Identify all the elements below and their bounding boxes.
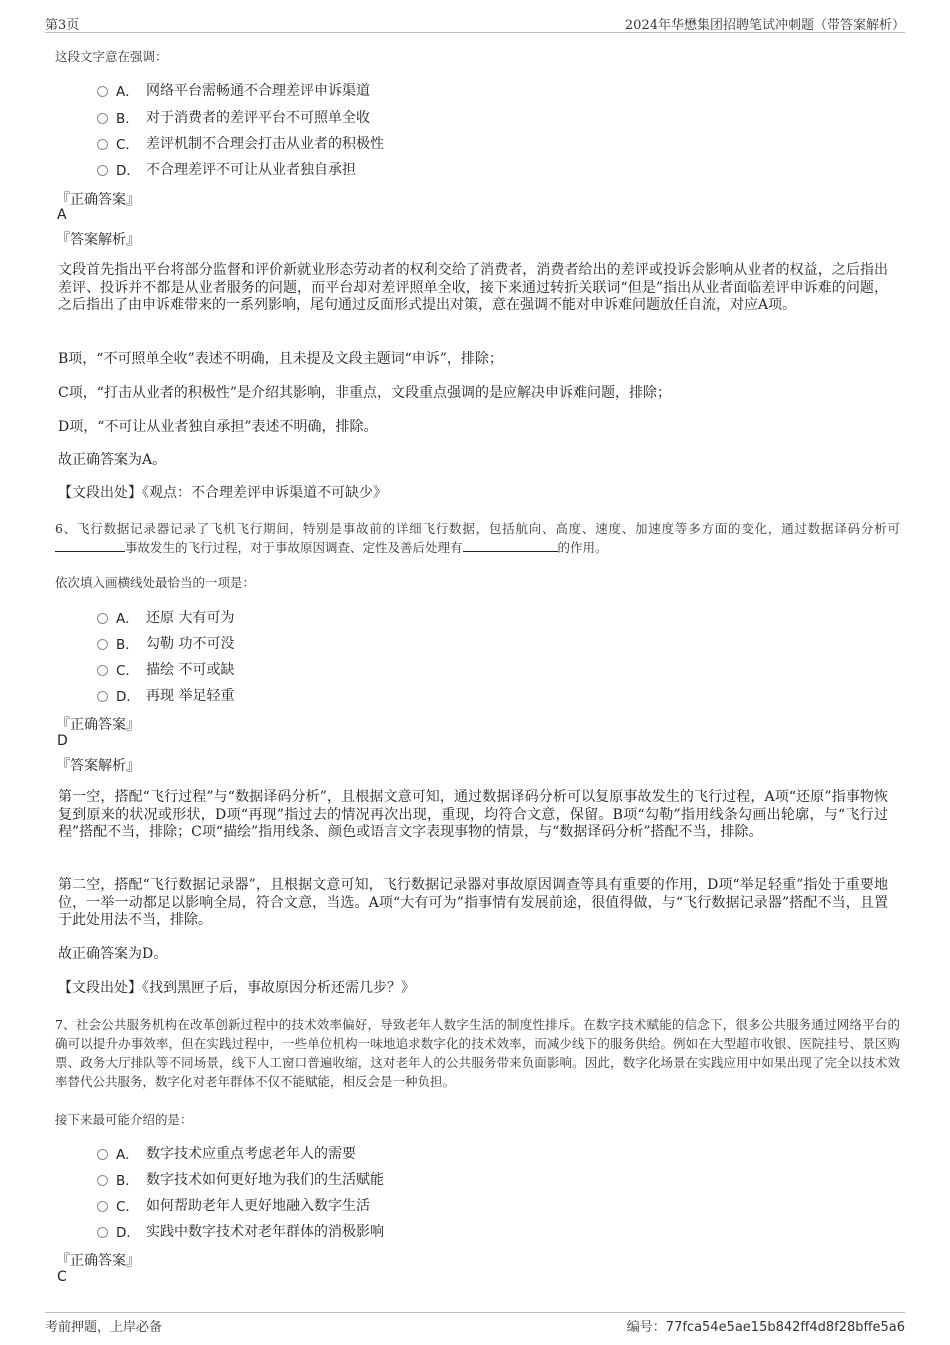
- radio-icon[interactable]: [97, 86, 108, 97]
- q5-option-d[interactable]: D． 不合理差评不可让从业者独自承担: [97, 158, 356, 180]
- document-title: 2024年华懋集团招聘笔试冲刺题（带答案解析）: [624, 18, 905, 33]
- q6-option-c[interactable]: C． 描绘 不可或缺: [97, 658, 234, 680]
- q7-answer: C: [57, 1269, 67, 1285]
- q6-option-b[interactable]: B． 勾勒 功不可没: [97, 632, 234, 654]
- q6-source: 【文段出处】《找到黑匣子后，事故原因分析还需几步？》: [58, 980, 415, 996]
- q6-prompt: 依次填入画横线处最恰当的一项是：: [55, 575, 256, 590]
- radio-icon[interactable]: [97, 139, 108, 150]
- q7-prompt: 接下来最可能介绍的是：: [55, 1112, 193, 1127]
- radio-icon[interactable]: [97, 1149, 108, 1160]
- radio-icon[interactable]: [97, 1201, 108, 1212]
- q6-analysis-paragraph: 第二空，搭配“飞行数据记录器”，且根据文意可知，飞行数据记录器对事故原因调查等具有重要的作用，D项“举足轻重”指处于重要地位，一举一动都足以影响全局，符合文意，当选。A项“大有可为”指事情有发展前途，很值得做，与“飞行数据记录器”搭配不当，且置于此处用法不当，排除。: [58, 877, 888, 928]
- radio-icon[interactable]: [97, 665, 108, 676]
- q6-question-text: 6、飞行数据记录器记录了飞机飞行期间，特别是事故前的详细飞行数据，包括航向、高度、速度、加速度等多方面的变化，通过数据译码分析可事故发生的飞行过程，对于事故原因调查、定性及善后处理有 的作用。: [55, 521, 900, 555]
- q6-answer: D: [57, 733, 68, 749]
- q5-analysis-paragraph: B项，“不可照单全收”表述不明确，且未提及文段主题词“申诉”，排除；: [58, 351, 503, 367]
- q6-analysis-paragraph: 第一空，搭配“飞行过程”与“数据译码分析”，且根据文意可知，通过数据译码分析可以复原事故发生的飞行过程，A项“还原”指事物恢复到原来的状况或形状，D项“再现”指过去的情况再次出现，重现，均符合文意，保留。B项“勾勒”指用线条勾画出轮廓，与“飞行过程”搭配不当，排除；C项“描绘”指用线条、颜色或语言文字表现事物的情景，与“数据译码分析”搭配不当，排除。: [58, 789, 888, 840]
- radio-icon[interactable]: [97, 1175, 108, 1186]
- radio-icon[interactable]: [97, 639, 108, 650]
- fill-blank-2: [463, 539, 558, 552]
- radio-icon[interactable]: [97, 113, 108, 124]
- radio-icon[interactable]: [97, 613, 108, 624]
- q5-analysis-paragraph: 文段首先指出平台将部分监督和评价新就业形态劳动者的权利交给了消费者，消费者给出的差评或投诉会影响从业者的权益，之后指出差评、投诉并不都是从业者服务的问题，而平台却对差评照单全收，接下来通过转折关联词“但是”指出从业者面临差评申诉难的问题，之后指出了由申诉难带来的一系列影响，尾句通过反面形式提出对策，意在强调不能对申诉难问题放任自流，对应A项。: [58, 262, 888, 313]
- q7-option-d[interactable]: D． 实践中数字技术对老年群体的消极影响: [97, 1220, 384, 1242]
- q5-option-a[interactable]: A． 网络平台需畅通不合理差评申诉渠道: [97, 79, 370, 101]
- page-number: 第3页: [45, 18, 80, 33]
- q5-analysis-paragraph: 故正确答案为A。: [58, 452, 167, 468]
- q5-answer: A: [57, 207, 67, 223]
- q6-answer-label: 『正确答案』: [56, 717, 140, 733]
- q6-analysis-label: 『答案解析』: [56, 758, 140, 774]
- radio-icon[interactable]: [97, 691, 108, 702]
- q7-answer-label: 『正确答案』: [56, 1253, 140, 1269]
- footer-slogan: 考前押题，上岸必备: [45, 1320, 163, 1335]
- radio-icon[interactable]: [97, 165, 108, 176]
- page-header: [45, 12, 905, 33]
- q5-prompt: 这段文字意在强调：: [55, 49, 168, 64]
- fill-blank-1: [55, 539, 125, 552]
- q5-option-c[interactable]: C． 差评机制不合理会打击从业者的积极性: [97, 132, 384, 154]
- q6-analysis-paragraph: 故正确答案为D。: [58, 946, 168, 962]
- q7-option-b[interactable]: B． 数字技术如何更好地为我们的生活赋能: [97, 1168, 384, 1190]
- q7-option-c[interactable]: C． 如何帮助老年人更好地融入数字生活: [97, 1194, 370, 1216]
- q5-analysis-paragraph: C项，“打击从业者的积极性”是介绍其影响，非重点，文段重点强调的是应解决申诉难问题，排除；: [58, 385, 672, 401]
- radio-icon[interactable]: [97, 1227, 108, 1238]
- q7-question-text: 7、社会公共服务机构在改革创新过程中的技术效率偏好，导致老年人数字生活的制度性排斥。在数字技术赋能的信念下，很多公共服务通过网络平台的确可以提升办事效率，但在实践过程中，一些单位机构一味地追求数字化的技术效率，而减少线下的服务供给。例如在大型超市收银、医院挂号、景区购票、政务大厅排队等不同场景，线下人工窗口普遍收缩，这对老年人的公共服务带来负面影响。因此，数字化场景在实践应用中如果出现了完全以技术效率替代公共服务，数字化对老年群体不仅不能赋能，相反会是一种负担。: [55, 1017, 900, 1089]
- document-code: 编号：77fca54e5ae15b842ff4d8f28bffe5a6: [626, 1320, 905, 1335]
- q5-option-b[interactable]: B． 对于消费者的差评平台不可照单全收: [97, 106, 370, 128]
- q5-analysis-paragraph: D项，“不可让从业者独自承担”表述不明确，排除。: [58, 419, 378, 435]
- q5-answer-label: 『正确答案』: [56, 192, 140, 208]
- q5-analysis-label: 『答案解析』: [56, 232, 140, 248]
- q6-option-a[interactable]: A． 还原 大有可为: [97, 606, 234, 628]
- q6-option-d[interactable]: D． 再现 举足轻重: [97, 684, 234, 706]
- q7-option-a[interactable]: A． 数字技术应重点考虑老年人的需要: [97, 1142, 356, 1164]
- page-footer: [45, 1312, 905, 1337]
- q5-source: 【文段出处】《观点：不合理差评申诉渠道不可缺少》: [58, 485, 387, 501]
